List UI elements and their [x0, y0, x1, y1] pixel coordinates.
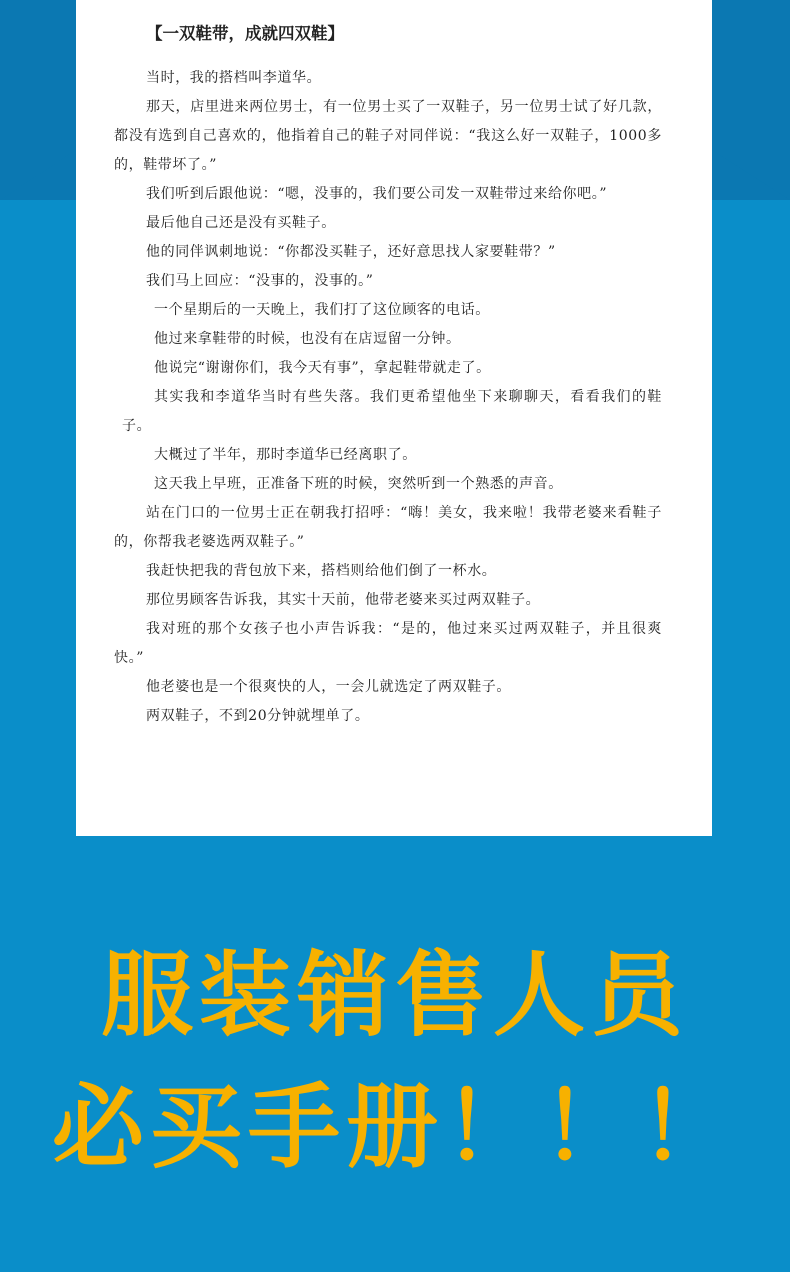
paragraph: 站在门口的一位男士正在朝我打招呼：“嗨！美女，我来啦！我带老婆来看鞋子的，你帮我老婆选两双鞋子。”: [114, 505, 662, 550]
book-page: [76, 0, 712, 836]
paragraph: 我们马上回应：“没事的，没事的。”: [146, 273, 374, 289]
banner-line-2: 必买手册！！！: [51, 1074, 738, 1181]
section-heading: 【一双鞋带，成就四双鞋】: [146, 24, 344, 43]
paragraph: 那位男顾客告诉我，其实十天前，他带老婆来买过两双鞋子。: [146, 592, 541, 608]
promo-banner: [0, 930, 790, 1194]
background-wedge-left: [0, 150, 76, 200]
paragraph: 他的同伴讽刺地说：“你都没买鞋子，还好意思找人家要鞋带？”: [146, 244, 556, 260]
paragraph: 大概过了半年，那时李道华已经离职了。: [154, 447, 417, 463]
paragraph: 我对班的那个女孩子也小声告诉我：“是的，他过来买过两双鞋子，并且很爽快。”: [114, 621, 662, 666]
paragraph: 一个星期后的一天晚上，我们打了这位顾客的电话。: [154, 302, 490, 318]
paragraph: 两双鞋子，不到20分钟就埋单了。: [146, 708, 370, 724]
background-wedge-right: [712, 150, 790, 200]
paragraph: 其实我和李道华当时有些失落。我们更希望他坐下来聊聊天，看看我们的鞋子。: [122, 389, 662, 434]
paragraph: 他老婆也是一个很爽快的人，一会儿就选定了两双鞋子。: [146, 679, 511, 695]
paragraph: 那天，店里进来两位男士，有一位男士买了一双鞋子，另一位男士试了好几款，都没有选到自己喜欢的，他指着自己的鞋子对同伴说：“我这么好一双鞋子，1000多的，鞋带坏了。”: [114, 99, 662, 173]
banner-line-1: 服装销售人员: [100, 942, 689, 1049]
paragraph: 最后他自己还是没有买鞋子。: [146, 215, 336, 231]
paragraph: 我们听到后跟他说：“嗯，没事的，我们要公司发一双鞋带过来给你吧。”: [146, 186, 608, 202]
paragraph: 他过来拿鞋带的时候，也没有在店逗留一分钟。: [154, 331, 461, 347]
paragraph: 他说完“谢谢你们，我今天有事”，拿起鞋带就走了。: [154, 360, 491, 376]
paragraph: 我赶快把我的背包放下来，搭档则给他们倒了一杯水。: [146, 563, 497, 579]
paragraph: 这天我上早班，正准备下班的时候，突然听到一个熟悉的声音。: [154, 476, 563, 492]
paragraph: 当时，我的搭档叫李道华。: [146, 70, 322, 86]
